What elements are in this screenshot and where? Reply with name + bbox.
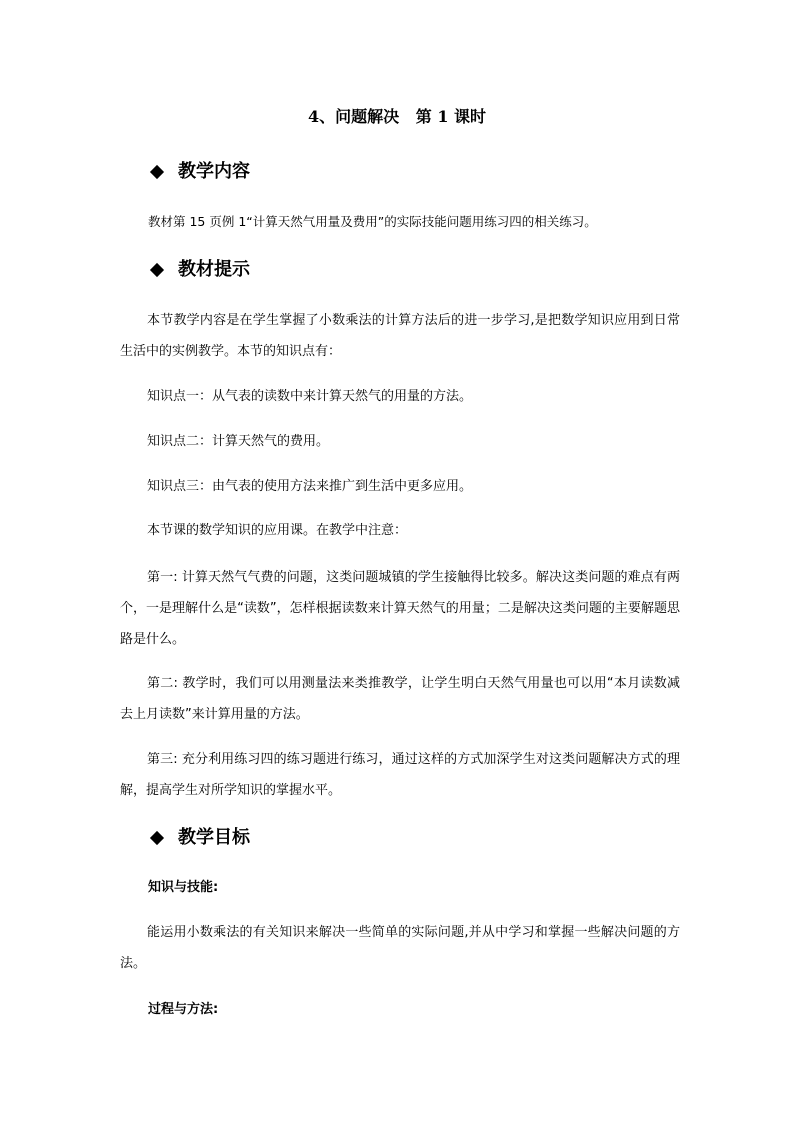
process-method-label: 过程与方法: [148, 1002, 219, 1017]
teaching-note: 本节课的数学知识的应用课。在教学中注意： [147, 523, 408, 538]
content-text: 教材第 15 页例 1“计算天然气用量及费用”的实际技能问题用练习四的相关练习。 [148, 214, 597, 229]
note-second: 第二: 教学时，我们可以用测量法来类推教学，让学生明白天然气用量也可以用“本月读数减去上月读数”来计算用量的方法。 [120, 676, 680, 722]
section-heading-goals [148, 825, 250, 851]
section-heading-content [148, 159, 250, 185]
note-first: 第一: 计算天然气气费的问题，这类问题城镇的学生接触得比较多。解决这类问题的难点有两个，一是理解什么是“读数”，怎样根据读数来计算天然气的用量；二是解决这类问题的主要解题思路是什么。 [120, 570, 680, 647]
diamond-bullet-icon [150, 165, 164, 179]
page-title: 4、问题解决 第 1 课时 [307, 107, 487, 126]
section-heading-label: 教学目标 [178, 827, 250, 848]
diamond-bullet-icon [150, 263, 164, 277]
note-third: 第三: 充分利用练习四的练习题进行练习，通过这样的方式加深学生对这类问题解决方式的理解，提高学生对所学知识的掌握水平。 [120, 752, 680, 798]
knowledge-point-1: 知识点一：从气表的读数中来计算天然气的用量的方法。 [147, 389, 473, 404]
knowledge-skills-label: 知识与技能: [148, 880, 219, 895]
knowledge-point-2: 知识点二：计算天然气的费用。 [147, 434, 330, 449]
knowledge-point-3: 知识点三：由气表的使用方法来推广到生活中更多应用。 [147, 479, 473, 494]
knowledge-skills-text: 能运用小数乘法的有关知识来解决一些简单的实际问题,并从中学习和掌握一些解决问题的方法。 [120, 925, 680, 971]
section-heading-hints [148, 257, 250, 283]
section-heading-label: 教材提示 [178, 259, 250, 280]
diamond-bullet-icon [150, 831, 164, 845]
section-heading-label: 教学内容 [178, 161, 250, 182]
hints-intro-paragraph: 本节教学内容是在学生掌握了小数乘法的计算方法后的进一步学习,是把数学知识应用到日常生活中的实例教学。本节的知识点有： [120, 313, 680, 359]
